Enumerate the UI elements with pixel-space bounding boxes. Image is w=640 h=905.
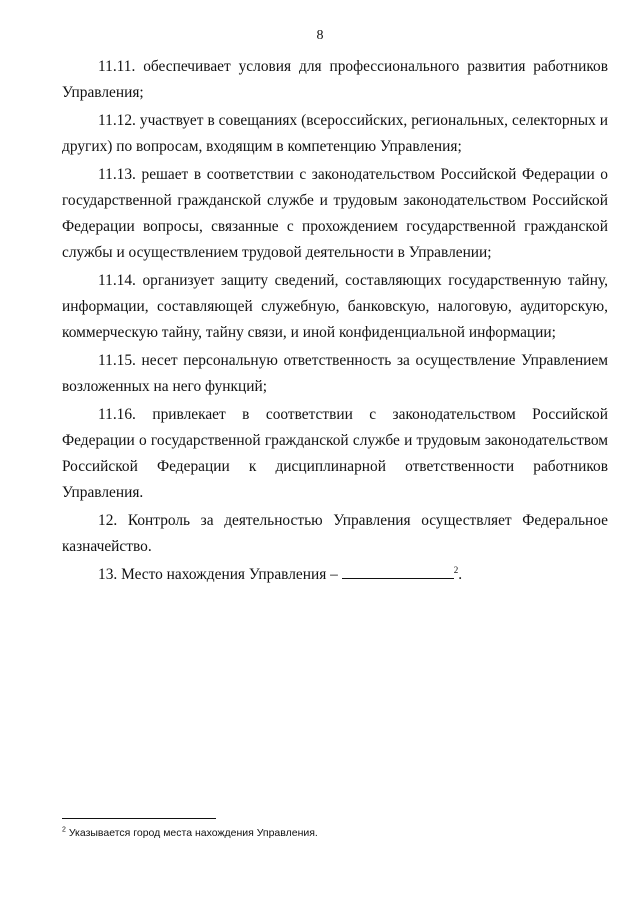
footnote-mark: 2: [62, 826, 66, 834]
footnote-text: Указывается город места нахождения Управления.: [68, 827, 318, 839]
footnote: [62, 826, 608, 840]
document-body: [62, 54, 608, 590]
clause-13-text: 13. Место нахождения Управления –: [98, 566, 338, 583]
clause-12: 12. Контроль за деятельностью Управления осуществляет Федеральное казначейство.: [62, 512, 608, 555]
clause-13-end: .: [458, 566, 463, 583]
clause-11-16: 11.16. привлекает в соответствии с законодательством Российской Федерации о государственной гражданской службе и трудовым законодательством Российской Федерации к дисциплинарной ответственности работников Управления.: [62, 406, 608, 501]
clause-11-12: 11.12. участвует в совещаниях (всероссийских, региональных, селекторных и других) по вопросам, входящим в компетенцию Управления;: [62, 112, 608, 155]
location-blank-line: [342, 562, 454, 579]
clause-11-13: 11.13. решает в соответствии с законодательством Российской Федерации о государственной гражданской службе и трудовым законодательством Российской Федерации вопросы, связанные с прохождением государственной гражданской службы и осуществлением трудовой деятельности в Управлении;: [62, 166, 608, 261]
footnote-separator: [62, 818, 216, 819]
footnote-reference: 2: [453, 564, 459, 575]
clause-11-15: 11.15. несет персональную ответственность за осуществление Управлением возложенных на него функций;: [62, 352, 608, 395]
page-number: 8: [316, 28, 324, 43]
clause-11-14: 11.14. организует защиту сведений, составляющих государственную тайну, информации, составляющей служебную, банковскую, налоговую, аудиторскую, коммерческую тайну, тайну связи, и иной конфиденциальной информации;: [62, 272, 608, 341]
clause-11-11: 11.11. обеспечивает условия для профессионального развития работников Управления;: [62, 58, 608, 101]
clause-13: [62, 562, 608, 588]
